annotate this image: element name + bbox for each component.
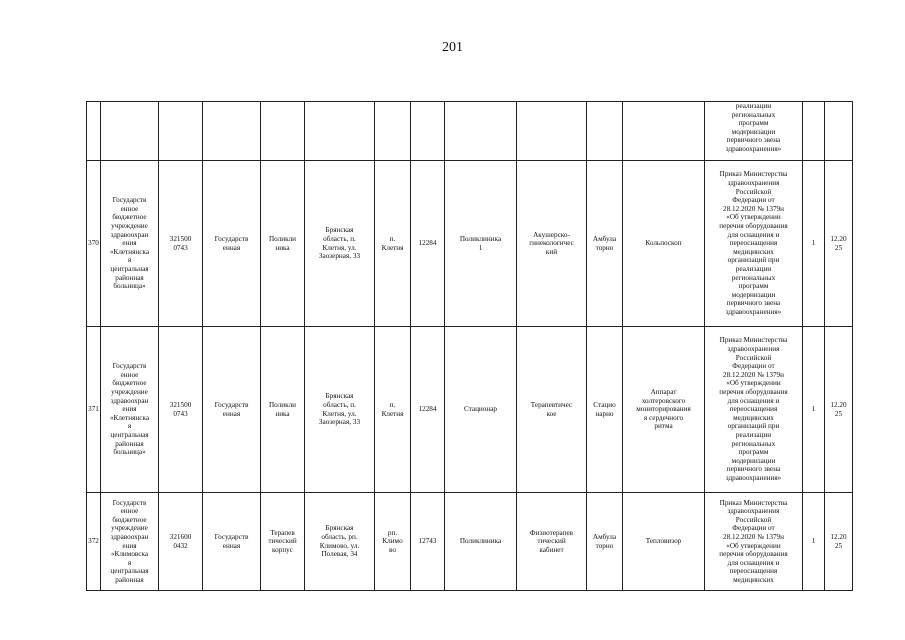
cell-address: Брянская область, п. Клетня, ул. Заозерная, 33 [305,327,375,493]
cell-care-type: Стацио нарно [587,327,623,493]
cell-date: 12.20 25 [825,493,853,591]
table-row-continued [87,102,853,161]
table-row [87,161,853,327]
cell-date: 12.20 25 [825,161,853,327]
cell-institution: Государств енное бюджетное учреждение здравоохран ения «Клетнянска я центральная районная больница» [101,327,159,493]
cell-equipment: Тепловизор [623,493,705,591]
cell-qty: 1 [803,493,825,591]
cell-code: 321500 0743 [159,161,203,327]
cell-zip: 12284 [411,161,445,327]
page-number: 201 [442,40,463,55]
cell-zip: 12284 [411,327,445,493]
table-row [87,327,853,493]
cell-order: Приказ Министерства здравоохранения Российской Федерации от 28.12.2020 № 1379н «Об утверждении перечня оборудования для оснащения и переоснащения медицинских [705,493,803,591]
cell-zip: 12743 [411,493,445,591]
cell-num: 371 [87,327,101,493]
cell-address: Брянская область, п. Клетня, ул. Заозерная, 33 [305,161,375,327]
cell-department: Акушерско- гинекологичес кий [517,161,587,327]
cell-division: Терапев тический корпус [261,493,305,591]
table-row [87,493,853,591]
cell-institution: Государств енное бюджетное учреждение здравоохран ения «Климовска я центральная районная [101,493,159,591]
cell-institution: Государств енное бюджетное учреждение здравоохран ения «Клетнянска я центральная районная больница» [101,161,159,327]
order-cell: реализации региональных программ модернизации первичного звена здравоохранения» [705,102,803,161]
cell-unit: Поликлиника [445,493,517,591]
cell-qty: 1 [803,327,825,493]
cell-equipment: Аппарат холтеровского мониторирования я сердечного ритма [623,327,705,493]
cell-care-type: Амбула торно [587,493,623,591]
cell-num: 372 [87,493,101,591]
cell-code: 321600 0432 [159,493,203,591]
cell-ownership: Государств енная [203,327,261,493]
cell-qty: 1 [803,161,825,327]
cell-division: Поликли ника [261,327,305,493]
cell-division: Поликли ника [261,161,305,327]
cell-care-type: Амбула торно [587,161,623,327]
cell-ownership: Государств енная [203,493,261,591]
cell-settlement: п. Клетня [375,327,411,493]
cell-settlement: п. Клетня [375,161,411,327]
cell-date: 12.20 25 [825,327,853,493]
cell-department: Терапевтичес кое [517,327,587,493]
cell-order: Приказ Министерства здравоохранения Российской Федерации от 28.12.2020 № 1379н «Об утверждении перечня оборудования для оснащения и переоснащения медицинских организаций при реализации региональных программ модернизации первичного звена здравоохранения» [705,327,803,493]
equipment-table [86,101,853,591]
cell-num: 370 [87,161,101,327]
cell-settlement: рп. Климо во [375,493,411,591]
cell-department: Физиотерапев тический кабинет [517,493,587,591]
cell-address: Брянская область, рп. Климово, ул. Полевая, 34 [305,493,375,591]
cell-code: 321500 0743 [159,327,203,493]
cell-ownership: Государств енная [203,161,261,327]
cell-order: Приказ Министерства здравоохранения Российской Федерации от 28.12.2020 № 1379н «Об утверждении перечня оборудования для оснащения и переоснащения медицинских организаций при реализации региональных программ модернизации первичного звена здравоохранения» [705,161,803,327]
cell-equipment: Кольпоскоп [623,161,705,327]
cell-unit: Поликлиника 1 [445,161,517,327]
cell-unit: Стационар [445,327,517,493]
